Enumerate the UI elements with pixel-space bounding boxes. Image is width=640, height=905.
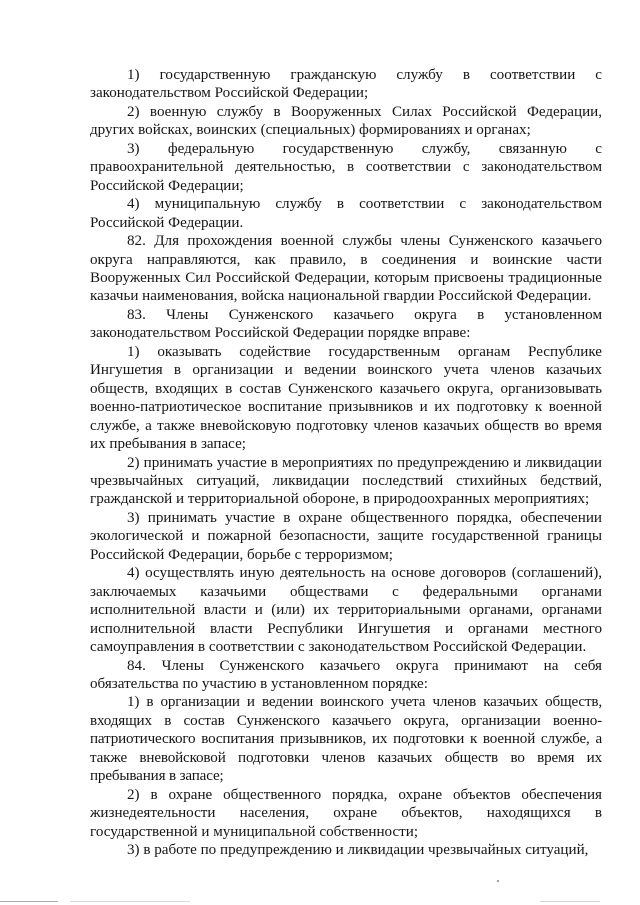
- paragraph-82: 82. Для прохождения военной службы члены Сунженского казачьего округа направляются, как правило, в соединения и воинские части Вооруженных Сил Российской Федерации, которым присвоены традиционные казачьи наименования, войска национальной гвардии Российской Федерации.: [90, 233, 602, 305]
- paragraph-83-4: 4) осуществлять иную деятельность на основе договоров (соглашений), заключаемых казачьими обществами с федеральными органами исполнительной власти и (или) их территориальными органами, органами исполнительной власти Республики Ингушетия и органами местного самоуправления в соответствии с законодательством Российской Федерации.: [90, 565, 602, 656]
- document-page: [90, 66, 602, 859]
- paragraph-84-3: 3) в работе по предупреждению и ликвидации чрезвычайных ситуаций,: [127, 842, 589, 859]
- paragraph-83-1: 1) оказывать содействие государственным органам Республике Ингушетия в организации и ведении воинского учета членов казачьих обществ, входящих в состав Сунженского казачьего округа, организовывать военно-патриотическое воспитание призывников и их подготовку к военной службе, а также вневойсковую подготовку членов казачьих обществ во время их пребывания в запасе;: [90, 343, 602, 453]
- paragraph-83-3: 3) принимать участие в охране общественного порядка, обеспечении экологической и пожарной безопасности, защите государственной границы Российской Федерации, борьбе с терроризмом;: [90, 509, 602, 563]
- paragraph-84-2: 2) в охране общественного порядка, охране объектов обеспечения жизнедеятельности населения, охране объектов, находящихся в государственной и муниципальной собственности;: [90, 786, 602, 840]
- scan-artifact-dot: [497, 880, 499, 882]
- paragraph-81-3: 3) федеральную государственную службу, связанную с правоохранительной деятельностью, в соответствии с законодательством Российской Федерации;: [90, 140, 602, 194]
- paragraph-83-2: 2) принимать участие в мероприятиях по предупреждению и ликвидации чрезвычайных ситуаций, ликвидации последствий стихийных бедствий, гражданской и территориальной обороне, в природоохранных мероприятиях;: [90, 454, 602, 508]
- paragraph-81-2: 2) военную службу в Вооруженных Силах Российской Федерации, других войсках, воинских (специальных) формированиях и органах;: [90, 103, 602, 139]
- scan-artifact-middle: [70, 901, 190, 902]
- paragraph-84-1: 1) в организации и ведении воинского учета членов казачьих обществ, входящих в состав Сунженского казачьего округа, организации военно-патриотического воспитания призывников, их подготовки к военной службе, а также вневойсковой подготовки членов казачьих обществ во время их пребывания в запасе;: [90, 694, 602, 785]
- scan-artifact-left: [0, 901, 58, 902]
- paragraph-81-4: 4) муниципальную службу в соответствии с законодательством Российской Федерации.: [90, 196, 602, 231]
- paragraph-81-1: 1) государственную гражданскую службу в соответствии с законодательством Российской Федерации;: [90, 67, 602, 102]
- paragraph-83: 83. Члены Сунженского казачьего округа в установленном законодательством Российской Федерации порядке вправе:: [90, 306, 602, 342]
- paragraph-84: 84. Члены Сунженского казачьего округа принимают на себя обязательства по участию в установленном порядке:: [90, 657, 602, 692]
- scan-artifact-right: [540, 901, 600, 902]
